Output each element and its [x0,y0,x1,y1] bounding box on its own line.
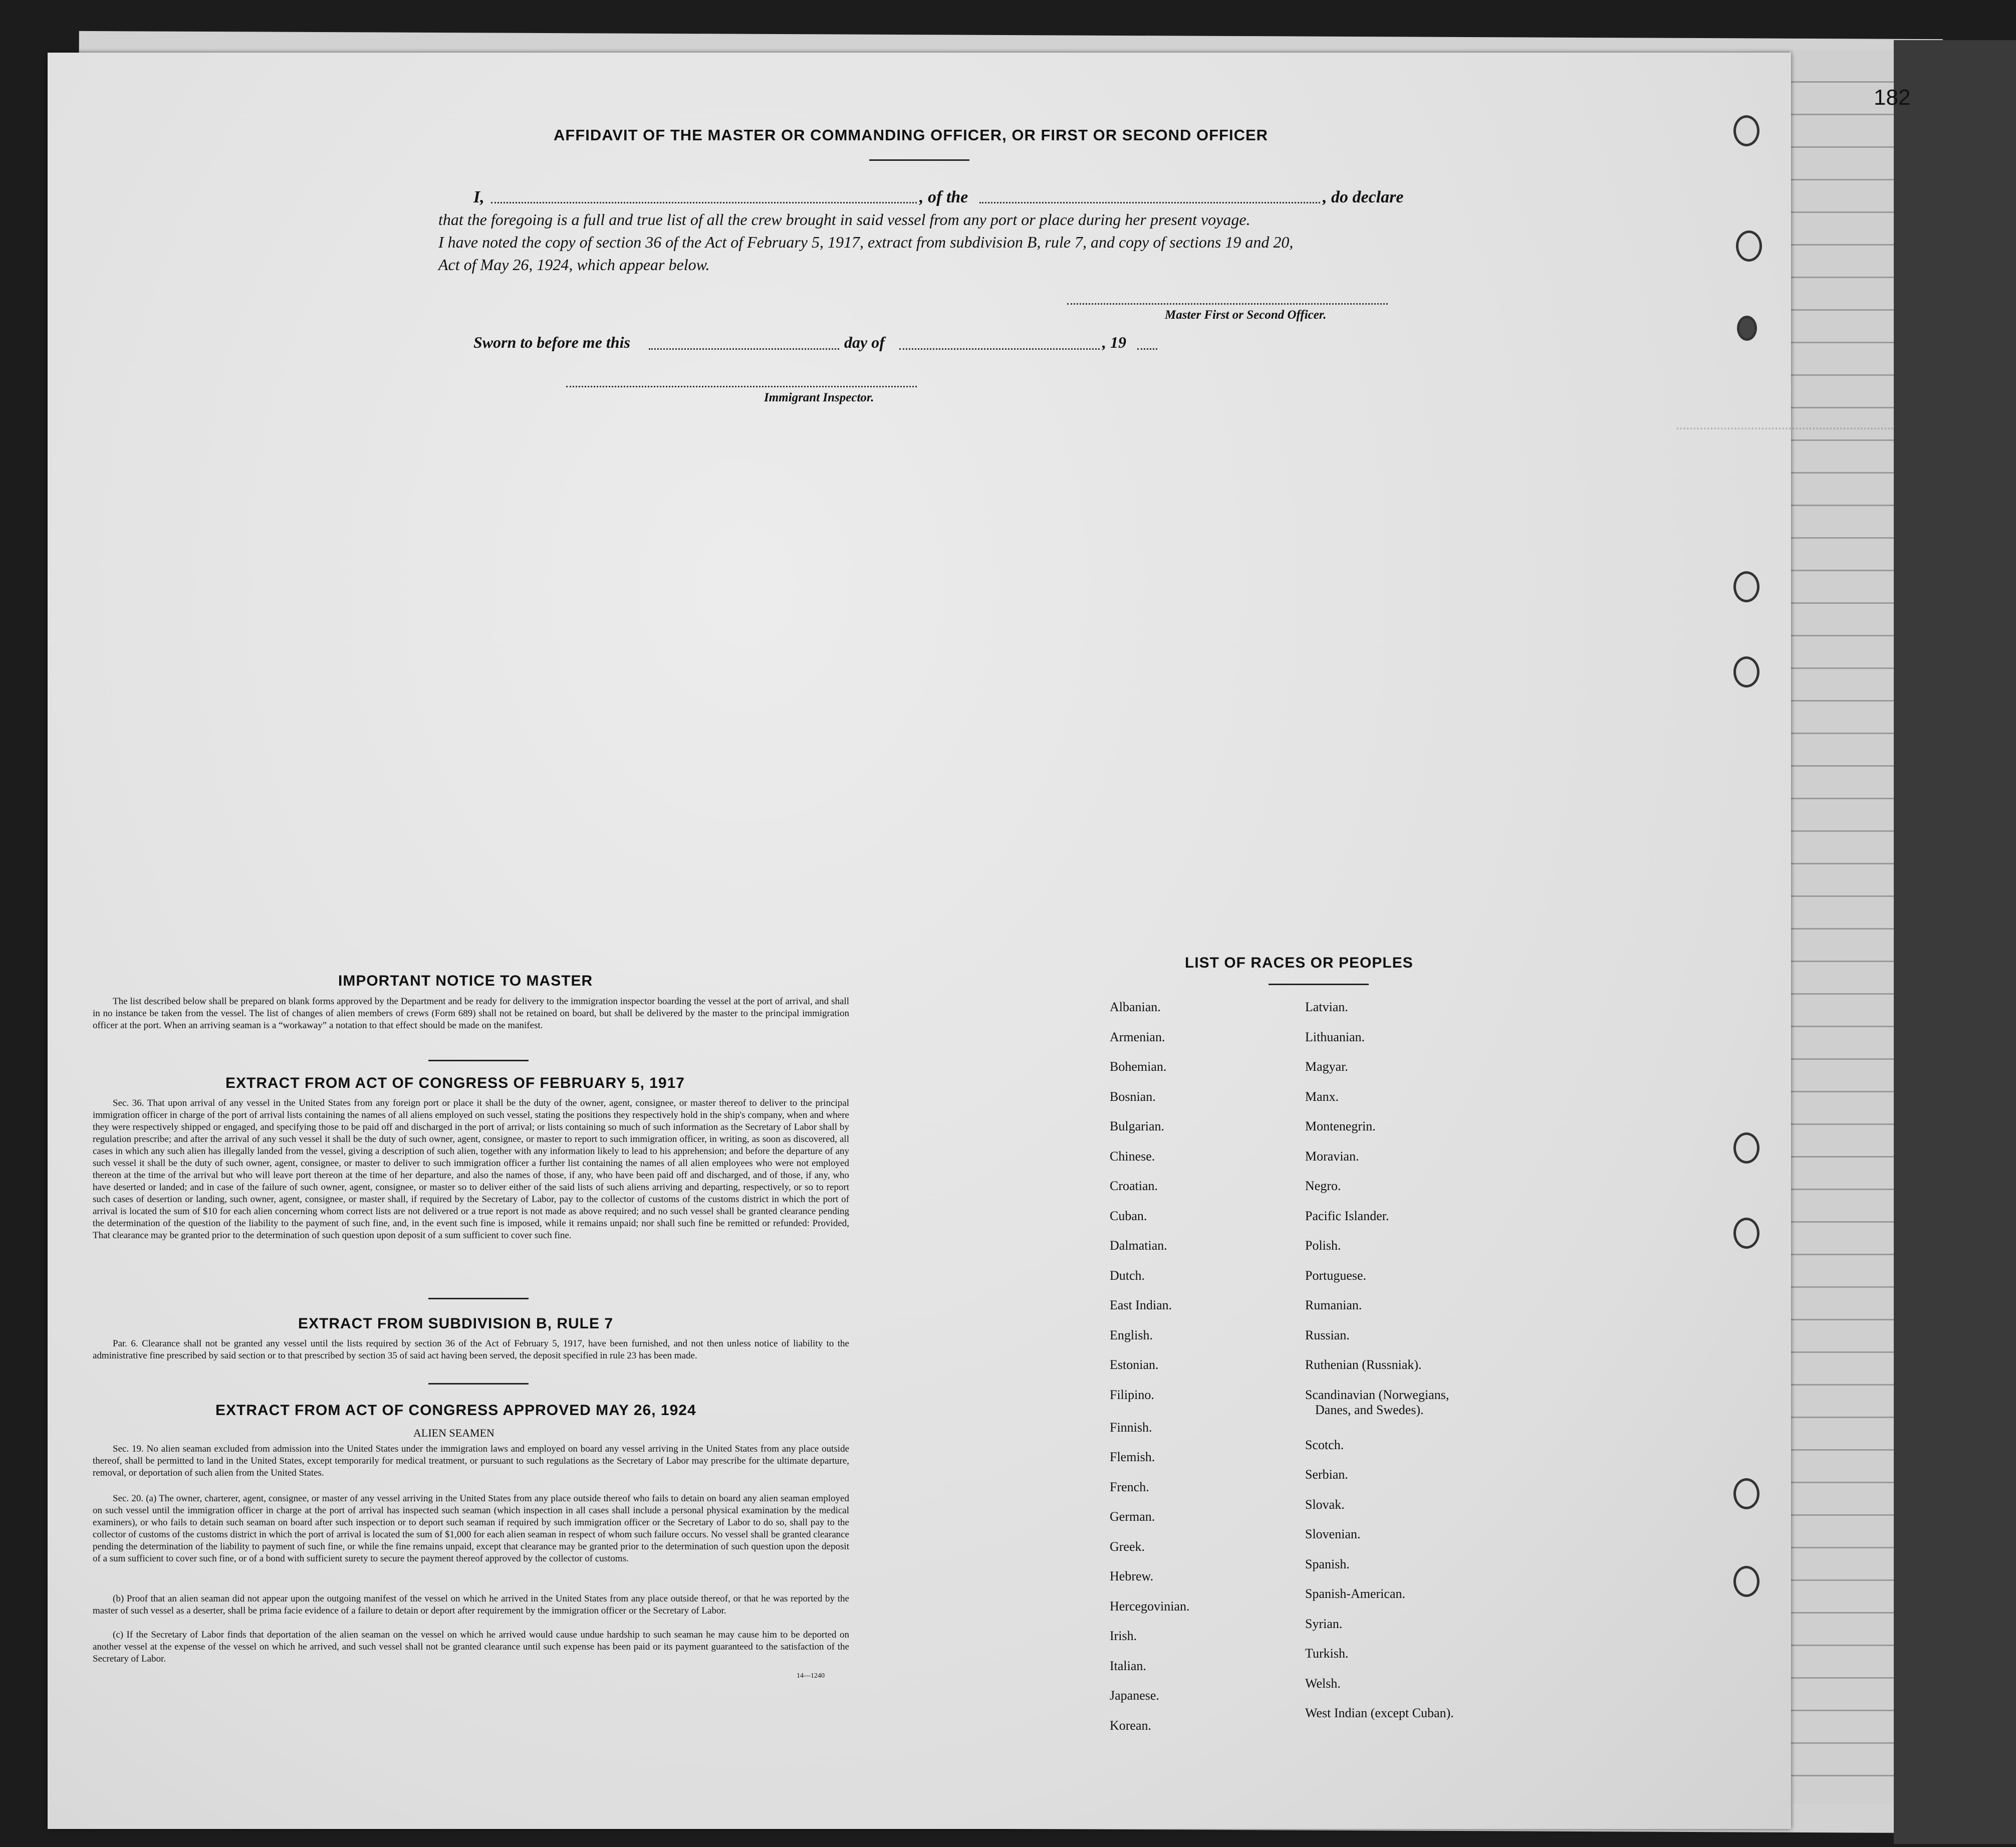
race-entry: Magyar. [1305,1059,1348,1074]
races-rule [1269,984,1369,985]
binder-hole [1737,316,1757,341]
name-line[interactable] [491,202,917,203]
notice-body: The list described below shall be prepared on blank forms approved by the Department and be ready for delivery to the immigration inspector boarding the vessel at the port of arrival, and shall in no instance be taken from the vessel. The list of changes of alien members of crews (Form 689) shall not be retained on board, but shall be delivered by the master to the principal immigration officer at the port. When an arriving seaman is a “workaway” a notation to that effect should be made on the manifest. [93,996,849,1031]
sworn-year-line[interactable] [1137,348,1157,350]
race-entry: Dalmatian. [1110,1238,1167,1253]
binder-hole [1733,656,1759,687]
binder-hole [1736,230,1762,262]
race-entry: Moravian. [1305,1148,1359,1164]
master-signature-line[interactable] [1067,303,1388,305]
binder-hole [1733,571,1759,602]
race-entry: Spanish. [1305,1556,1350,1571]
race-entry: Filipino. [1110,1387,1154,1402]
page-number: 182 [1874,85,1911,110]
master-signature-caption: Master First or Second Officer. [1165,308,1327,322]
binder-hole [1733,1132,1759,1164]
year-label: , 19 [1102,333,1126,351]
sworn-day-line[interactable] [649,348,839,350]
race-entry: Irish. [1110,1629,1137,1643]
binding-shadow [1894,40,2016,1844]
race-entry: Chinese. [1110,1148,1155,1164]
sworn-label: Sworn to before me this [473,333,630,351]
sec-20c-body: (c) If the Secretary of Labor finds that deportation of the alien seaman on the vessel on which he arrived would cause undue hardship to such seaman he may cause him to be deported on another vessel at the expense of the vessel on which he arrived, and such vessel shall not be granted clearance until such expense has been paid or its payment guaranteed to the satisfaction of the Secretary of Labor. [93,1630,849,1664]
race-entry: French. [1110,1479,1149,1494]
extract-1917-rule [428,1298,529,1299]
race-entry: East Indian. [1110,1298,1172,1312]
race-entry: Dutch. [1110,1268,1145,1283]
race-entry: Greek. [1110,1539,1145,1554]
race-entry: Italian. [1110,1658,1146,1673]
race-entry: Armenian. [1110,1029,1165,1044]
race-entry: English. [1110,1327,1153,1342]
sec-20a-body: Sec. 20. (a) The owner, charterer, agent, consignee, or master of any vessel arriving in the United States from any place outside thereof who fails to detain on board any alien seaman employed on such vessel until the immigration officer in charge at the port of arrival has inspected such seaman (which inspection in all cases shall include a personal physical examination by the medical examiners), or who fails to detain such seaman on board after such inspection or to deport such seaman if required by such immigration officer or the Secretary of Labor to do so, shall pay to the collector of customs of the customs district in which the port of arrival is located the sum of $1,000 for each alien seaman in respect of whom such failure occurs. No vessel shall be granted clearance pending the determination of the liability to payment of such fine, or while the fine remains unpaid, except that clearance may be granted prior to the determination of such question upon the deposit of a sum sufficient to cover such fine, or of a bond with sufficient surety to secure the payment thereof approved by the collector of customs. [93,1493,849,1564]
race-entry: Korean. [1110,1718,1152,1733]
affidavit-line3: I have noted the copy of section 36 of the Act of February 5, 1917, extract from subdivision B, rule 7, and copy of sections 19 and 20, [438,233,1294,251]
race-entry: Bulgarian. [1110,1119,1165,1133]
race-entry: Spanish-American. [1305,1586,1406,1601]
race-entry: Negro. [1305,1179,1341,1193]
extract-rule7-body: Par. 6. Clearance shall not be granted any vessel until the lists required by section 36 of the Act of February 5, 1917, have been furnished, and not then unless notice of liability to the administrative fine prescribed by said section or to that prescribed by section 35 of said act having been served, the deposit specified in rule 23 has been made. [93,1338,849,1361]
extract-rule7-title: EXTRACT FROM SUBDIVISION B, RULE 7 [298,1315,614,1332]
race-entry: Lithuanian. [1305,1029,1365,1044]
race-entry: Japanese. [1110,1688,1159,1703]
race-entry: Rumanian. [1305,1298,1362,1312]
notice-title: IMPORTANT NOTICE TO MASTER [338,973,593,989]
race-entry: Latvian. [1305,1000,1348,1014]
extract-1917-title: EXTRACT FROM ACT OF CONGRESS OF FEBRUARY 5, 1917 [225,1075,685,1091]
sec-20b-body: (b) Proof that an alien seaman did not appear upon the outgoing manifest of the vessel on which he arrived in the United States from any place outside thereof, or that he was reported by the master of such vessel as a deserter, shall be prima facie evidence of a failure to detain or deport after requirement by the immigration officer or the Secretary of Labor. [93,1593,849,1616]
race-entry: Turkish. [1305,1646,1349,1661]
binder-hole [1733,1218,1759,1249]
inspector-signature-line[interactable] [566,386,917,387]
race-entry: Hebrew. [1110,1569,1154,1583]
extract-1924-title: EXTRACT FROM ACT OF CONGRESS APPROVED MAY 26, 1924 [215,1402,696,1419]
race-entry: Montenegrin. [1305,1119,1376,1133]
affidavit-title: AFFIDAVIT OF THE MASTER OR COMMANDING OFFICER, OR FIRST OR SECOND OFFICER [554,126,1269,144]
day-of-label: day of [844,333,885,351]
extract-rule7-rule [428,1383,529,1384]
notice-rule [428,1060,529,1061]
race-entry: Finnish. [1110,1420,1152,1435]
form-code: 14—1240 [797,1672,825,1680]
race-entry: Danes, and Swedes). [1315,1402,1424,1417]
race-entry: Flemish. [1110,1450,1155,1464]
binder-hole [1733,1566,1759,1597]
races-title: LIST OF RACES OR PEOPLES [1185,955,1413,971]
vessel-line[interactable] [979,202,1320,203]
race-entry: Slovak. [1305,1497,1345,1512]
race-entry: Scotch. [1305,1437,1344,1452]
alien-seamen-subtitle: ALIEN SEAMEN [413,1427,494,1439]
race-entry: Syrian. [1305,1616,1343,1631]
sec-19-body: Sec. 19. No alien seaman excluded from admission into the United States under the immigration laws and employed on board any vessel arriving in the United States from any place outside thereof, shall be permitted to land in the United States, except temporarily for medical treatment, or pursuant to such regulations as the Secretary of Labor may prescribe for the ultimate departure, removal, or deportation of such alien from the United States. [93,1444,849,1478]
race-entry: Scandinavian (Norwegians, [1305,1387,1449,1402]
race-entry: Albanian. [1110,1000,1161,1014]
race-entry: Manx. [1305,1089,1339,1104]
title-rule [869,159,969,161]
race-entry: Russian. [1305,1327,1350,1342]
affidavit-do-declare: , do declare [1323,188,1404,206]
inspector-caption: Immigrant Inspector. [764,391,874,404]
race-entry: German. [1110,1509,1155,1524]
extract-1917-body: Sec. 36. That upon arrival of any vessel in the United States from any foreign port or place it shall be the duty of the owner, agent, consignee, or master thereof to deliver to the principal immigration officer in charge of the port of arrival lists containing the names of all aliens employed on such vessel, stating the positions they respectively hold in the ship's company, when and where they were respectively shipped or engaged, and specifying those to be paid off and discharged in the port of arrival; or lists containing so much of such information as the Secretary of Labor shall by regulation prescribe; and after the arrival of any such vessel it shall be the duty of such owner, agent, consignee, or master to report to such immigration officer, in writing, as soon as discovered, all cases in which any such alien has illegally landed from the vessel, giving a description of such alien, together with any information likely to lead to his apprehension; and before the departure of any such vessel it shall be the duty of such owner, agent, consignee, or master to deliver to such immigration officer a further list containing the names of all alien employees who were not employed thereon at the time of the arrival but who will leave port thereon at the time of her departure, and also the names of those, if any, who have been paid off and discharged, and of those, if any, who have deserted or landed; and in case of the failure of such owner, agent, consignee, or master so to deliver either of the said lists of such aliens arriving and departing, respectively, or so to report such cases of desertion or landing, such owner, agent, consignee, or master shall, if required by the Secretary of Labor, pay to the collector of customs of the customs district in which the port of arrival is located the sum of $10 for each alien concerning whom correct lists are not delivered or a true report is not made as above required; and no such vessel shall be granted clearance pending the determination of the question of the liability to the payment of such fine, and, in the event such fine is imposed, while it remains unpaid; nor shall such fine be remitted or refunded: Provided, That clearance may be granted prior to the determination of such question upon deposit of a sum sufficient to cover such fine. [93,1098,849,1241]
race-entry: Welsh. [1305,1676,1341,1691]
race-entry: Bohemian. [1110,1059,1167,1074]
race-entry: Cuban. [1110,1208,1147,1223]
binder-hole [1733,1478,1759,1509]
affidavit-i: I, [473,188,484,206]
binder-hole [1733,115,1759,146]
race-entry: Estonian. [1110,1357,1159,1372]
affidavit-of-the: , of the [919,188,968,206]
race-entry: Portuguese. [1305,1268,1367,1283]
race-entry: Polish. [1305,1238,1341,1253]
race-entry: Slovenian. [1305,1527,1361,1541]
race-entry: West Indian (except Cuban). [1305,1706,1454,1720]
affidavit-line2: that the foregoing is a full and true list of all the crew brought in said vessel from any port or place during her present voyage. [438,210,1250,228]
race-entry: Ruthenian (Russniak). [1305,1357,1422,1372]
race-entry: Croatian. [1110,1179,1158,1193]
bleed-through-text: ……………………………………………………………… [1676,416,1921,435]
race-entry: Pacific Islander. [1305,1208,1389,1223]
sworn-month-line[interactable] [899,348,1100,350]
race-entry: Hercegovinian. [1110,1598,1190,1613]
race-entry: Serbian. [1305,1467,1348,1482]
race-entry: Bosnian. [1110,1089,1156,1104]
affidavit-line4: Act of May 26, 1924, which appear below. [438,256,710,274]
